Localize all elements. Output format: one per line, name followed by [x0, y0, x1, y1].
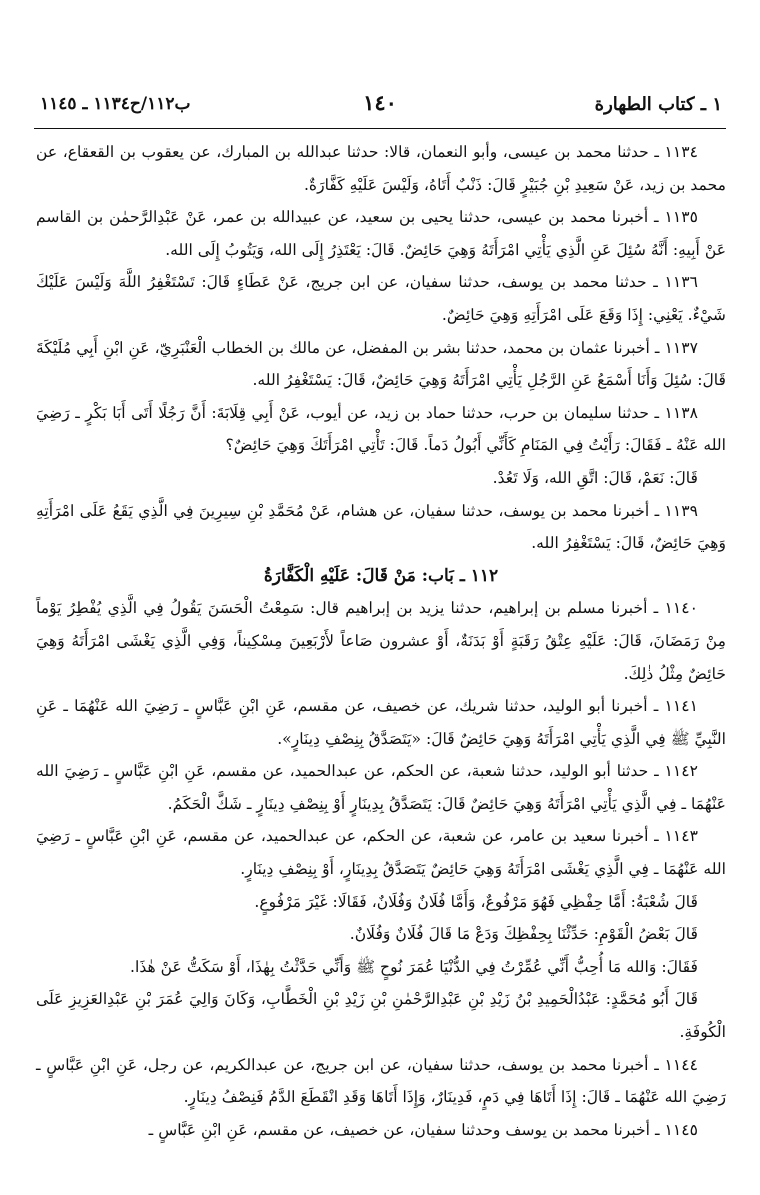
hadith-1136: ١١٣٦ ـ حدثنا محمد بن يوسف، حدثنا سفيان، عن ابن جريج، عَنْ عَطَاءٍ قَالَ: تَسْتَغْفِرُ اللَّهَ وَلَيْسَ عَلَيْكَ شَيْءٌ. يَعْنِي: إِذَا وَقَعَ عَلَى امْرَأَتِهِ وَهِيَ حَائِضٌ.	[36, 273, 726, 324]
hadith-1139: ١١٣٩ ـ أخبرنا محمد بن يوسف، حدثنا سفيان، عن هشام، عَنْ مُحَمَّدِ بْنِ سِيرِينَ فِي الَّذِي يَقَعُ عَلَى امْرَأَتِهِ وَهِيَ حَائِضٌ، قَالَ: يَسْتَغْفِرُ الله.	[36, 501, 726, 553]
hadith-1143-reply: فَقَالَ: وَالله مَا أُحِبُّ أَنِّي عُمِّرْتُ فِي الدُّنْيَا عُمَرَ نُوحٍ ﷺ وَأَنِّي حَدَّثْتُ بِهٰذَا، أَوْ سَكَتُّ عَنْ هٰذَا.	[130, 957, 698, 976]
chapter-heading: ١١٢ ـ بَاب: مَنْ قَالَ: عَلَيْهِ الْكَفَّارَةُ	[263, 565, 499, 586]
page-number: ١٤٠	[363, 90, 397, 115]
hadith-1138-continuation: قَالَ: نَعَمْ، قَالَ: اتَّقِ الله، وَلَا تَعُدْ.	[492, 468, 698, 487]
hadith-1137: ١١٣٧ ـ أخبرنا عثمان بن محمد، حدثنا بشر بن المفضل، عن مالك بن الخطاب الْعَنْبَرِيّ، عَنِ ابْنِ أَبِي مُلَيْكَةَ قَالَ: سُئِلَ وَأَنَا أَسْمَعُ عَنِ الرَّجُلِ يَأْتِي امْرَأَتَهُ وَهِيَ حَائِضٌ، قَالَ: يَسْتَغْفِرُ الله.	[36, 338, 726, 390]
hadith-1142: ١١٤٢ ـ حدثنا أبو الوليد، حدثنا شعبة، عن الحكم، عن عبدالحميد، عن مقسم، عَنِ ابْنِ عَبَّاسٍ ـ رَضِيَ الله عَنْهُمَا ـ فِي الَّذِي يَأْتِي امْرَأَتَهُ وَهِيَ حَائِضٌ قَالَ: يَتَصَدَّقُ بِدِينَارٍ أَوْ بِنِصْفِ دِينَارٍ ـ شَكَّ الْحَكَمُ.	[36, 762, 726, 813]
hadith-1143-note: قَالَ أَبُو مُحَمَّدٍ: عَبْدُالْحَمِيدِ بْنُ زَيْدِ بْنِ عَبْدِالرَّحْمٰنِ بْنِ زَيْدِ بْنِ الْخَطَّابِ، وَكَانَ وَالِيَ عُمَرَ بْنِ عَبْدِالعَزِيزِ عَلَى الْكُوفَةِ.	[36, 990, 726, 1042]
hadith-1140: ١١٤٠ ـ أخبرنا مسلم بن إبراهيم، حدثنا يزيد بن إبراهيم قال: سَمِعْتُ الْحَسَنَ يَقُولُ فِي الَّذِي يُفْطِرُ يَوْماً مِنْ رَمَضَانَ، قَالَ: عَلَيْهِ عِتْقُ رَقَبَةٍ أَوْ بَدَنَةٌ، أَوْ عشرون صَاعاً لأَرْبَعِينَ مِسْكِيناً، وَفِي الَّذِي يَغْشَى امْرَأَتَهُ وَهِيَ حَائِضٌ مِثْلُ ذٰلِكَ.	[36, 599, 726, 683]
book-title: ١ ـ كتاب الطهارة	[594, 94, 722, 115]
hadith-1141: ١١٤١ ـ أخبرنا أبو الوليد، حدثنا شريك، عن خصيف، عن مقسم، عَنِ ابْنِ عَبَّاسٍ ـ رَضِيَ الله عَنْهُمَا ـ عَنِ النَّبِيِّ ﷺ فِي الَّذِي يَأْتِي امْرَأَتَهُ وَهِيَ حَائِضٌ قَالَ: «يَتَصَدَّقُ بِنِصْفِ دِينَارٍ».	[36, 697, 726, 748]
hadith-1138: ١١٣٨ ـ حدثنا سليمان بن حرب، حدثنا حماد بن زيد، عن أيوب، عَنْ أَبِي قِلَابَةَ: أَنَّ رَجُلًا أَتَى أَبَا بَكْرٍ ـ رَضِيَ الله عَنْهُ ـ فَقَالَ: رَأَيْتُ فِي المَنَامِ كَأَنِّي أَبُولُ دَماً. قَالَ: تَأْتِي امْرَأَتَكَ وَهِيَ حَائِضٌ؟	[36, 403, 726, 455]
hadith-1143-qawm: قَالَ بَعْضُ الْقَوْمِ: حَدِّثْنَا بِحِفْظِكَ وَدَعْ مَا قَالَ فُلَانٌ وَفُلَانٌ.	[349, 925, 698, 944]
page-body	[36, 136, 726, 1146]
header-rule	[34, 128, 726, 129]
hadith-1144: ١١٤٤ ـ أخبرنا محمد بن يوسف، حدثنا سفيان، عن ابن جريج، عن عبدالكريم، عن رجل، عَنِ ابْنِ عَبَّاسٍ ـ رَضِيَ الله عَنْهُمَا ـ قَالَ: إِذَا أَتَاهَا فِي دَمٍ، فَدِينَارٌ، وَإِذَا أَتَاهَا وَقَدِ انْقَطَعَ الدَّمُ فَنِصْفُ دِينَارٍ.	[36, 1055, 726, 1107]
page-header	[34, 88, 726, 122]
hadith-1135: ١١٣٥ ـ أخبرنا محمد بن عيسى، حدثنا يحيى بن سعيد، عن عبيدالله بن عمر، عَنْ عَبْدِالرَّحمٰن بن القاسم عَنْ أَبِيهِ: أَنَّهُ سُئِلَ عَنِ الَّذِي يَأْتِي امْرَأَتَهُ وَهِيَ حَائِضٌ. قَالَ: يَعْتَذِرُ إِلَى الله، وَيَتُوبُ إِلَى الله.	[36, 208, 726, 259]
reference-range: ب١١٢/ح١١٣٤ ـ ١١٤٥	[40, 94, 191, 114]
hadith-1134: ١١٣٤ ـ حدثنا محمد بن عيسى، وأبو النعمان، قالا: حدثنا عبدالله بن المبارك، عن يعقوب بن القعقاع، عن محمد بن زيد، عَنْ سَعِيدِ بْنِ جُبَيْرٍ قَالَ: ذَنْبٌ أَتَاهُ، وَلَيْسَ عَلَيْهِ كَفَّارَةٌ.	[36, 143, 726, 194]
hadith-1143-shuba: قَالَ شُعْبَةُ: أَمَّا حِفْظِي فَهُوَ مَرْفُوعٌ، وَأَمَّا فُلَانٌ وَفُلَانٌ، فَقَالَا: غَيْرَ مَرْفُوعٍ.	[254, 892, 698, 911]
hadith-1145: ١١٤٥ ـ أخبرنا محمد بن يوسف وحدثنا سفيان، عن خصيف، عن مقسم، عَنِ ابْنِ عَبَّاسٍ ـ	[148, 1120, 698, 1139]
hadith-1143: ١١٤٣ ـ أخبرنا سعيد بن عامر، عن شعبة، عن الحكم، عن عبدالحميد، عن مقسم، عَنِ ابْنِ عَبَّاسٍ ـ رَضِيَ الله عَنْهُمَا ـ فِي الَّذِي يَغْشَى امْرَأَتَهُ وَهِيَ حَائِضٌ يَتَصَدَّقُ بِدِينَارٍ، أَوْ بِنِصْفِ دِينَارٍ.	[36, 827, 726, 879]
